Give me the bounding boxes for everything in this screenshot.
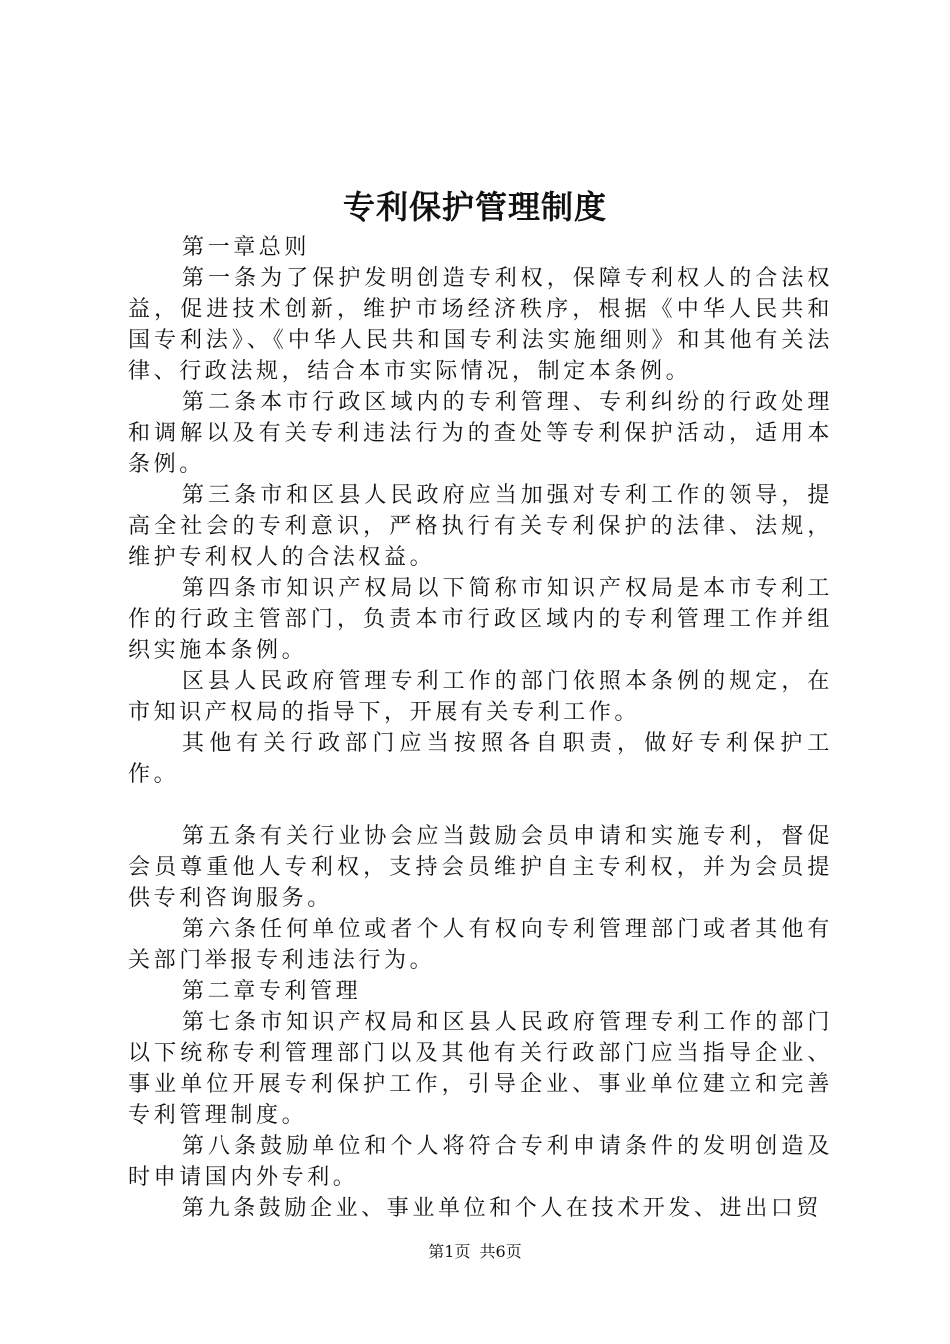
page-number: 第1页 [428, 1242, 471, 1261]
paragraph: 第三条市和区县人民政府应当加强对专利工作的领导，提高全社会的专利意识，严格执行有关专利保护的法律、法规，维护专利权人的合法权益。 [128, 483, 833, 570]
paragraph: 第四条市知识产权局以下简称市知识产权局是本市专利工作的行政主管部门，负责本市行政区域内的专利管理工作并组织实施本条例。 [128, 576, 833, 663]
paragraph: 第五条有关行业协会应当鼓励会员申请和实施专利，督促会员尊重他人专利权，支持会员维护自主专利权，并为会员提供专利咨询服务。 [128, 824, 833, 911]
chapter-heading: 第一章总则 [182, 235, 311, 260]
paragraph: 其他有关行政部门应当按照各自职责，做好专利保护工作。 [128, 731, 833, 787]
paragraph: 第二条本市行政区域内的专利管理、专利纠纷的行政处理和调解以及有关专利违法行为的查处等专利保护活动，适用本条例。 [128, 390, 833, 477]
page-total: 共6页 [479, 1242, 522, 1261]
paragraph: 第一条为了保护发明创造专利权，保障专利权人的合法权益，促进技术创新，维护市场经济秩序，根据《中华人民共和国专利法》、《中华人民共和国专利法实施细则》和其他有关法律、行政法规，结合本市实际情况，制定本条例。 [128, 266, 833, 384]
paragraph: 第八条鼓励单位和个人将符合专利申请条件的发明创造及时申请国内外专利。 [128, 1134, 833, 1190]
paragraph: 第六条任何单位或者个人有权向专利管理部门或者其他有关部门举报专利违法行为。 [128, 917, 833, 973]
page-footer [0, 1240, 950, 1264]
document-title: 专利保护管理制度 [342, 188, 607, 226]
document-body [128, 232, 833, 1224]
paragraph: 区县人民政府管理专利工作的部门依照本条例的规定，在市知识产权局的指导下，开展有关专利工作。 [128, 669, 833, 725]
chapter-heading: 第二章专利管理 [182, 979, 362, 1004]
paragraph: 第七条市知识产权局和区县人民政府管理专利工作的部门以下统称专利管理部门以及其他有关行政部门应当指导企业、事业单位开展专利保护工作，引导企业、事业单位建立和完善专利管理制度。 [128, 1010, 833, 1128]
paragraph: 第九条鼓励企业、事业单位和个人在技术开发、进出口贸 [182, 1196, 823, 1221]
